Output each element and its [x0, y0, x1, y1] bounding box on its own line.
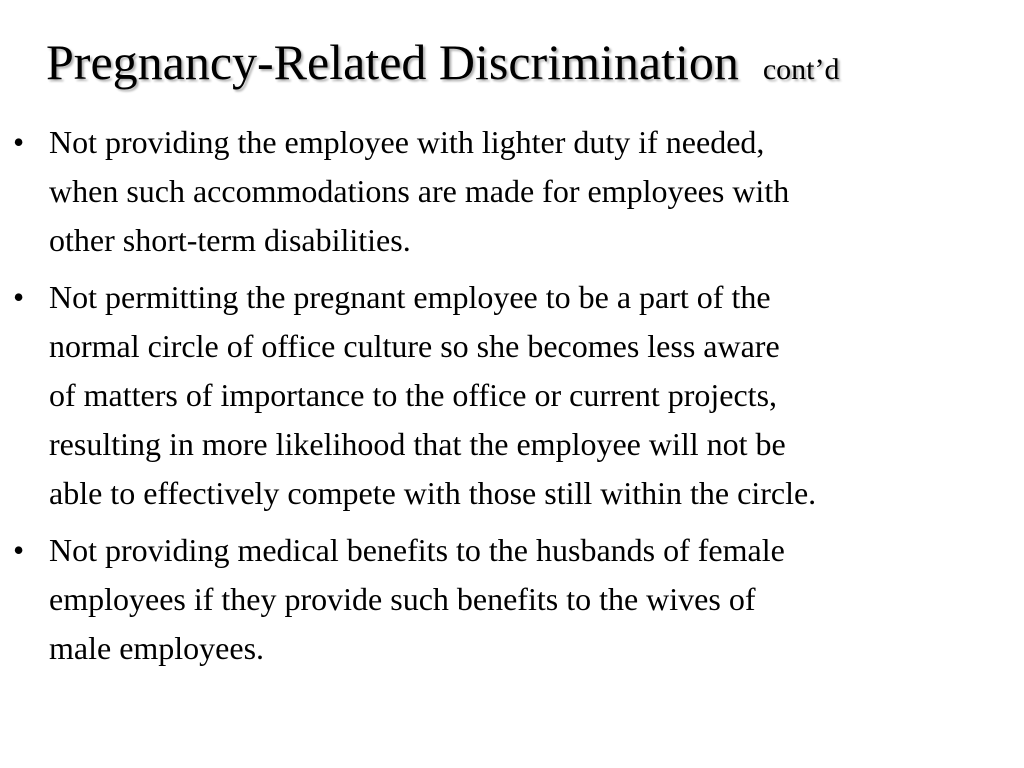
bullet-line: resulting in more likelihood that the employee will not be [49, 426, 786, 462]
bullet-marker: • [13, 279, 25, 315]
bullet-line: when such accommodations are made for employees with [49, 173, 790, 209]
bullet-line: employees if they provide such benefits to the wives of [49, 581, 756, 617]
bullet-line: able to effectively compete with those still within the circle. [49, 475, 817, 511]
bullet-line: male employees. [49, 630, 265, 666]
bullet-line: normal circle of office culture so she becomes less aware [49, 328, 780, 364]
bullet-line: of matters of importance to the office or current projects, [49, 377, 778, 413]
bullet-line: Not providing the employee with lighter duty if needed, [49, 124, 765, 160]
slide-title-text: Pregnancy-Related Discrimination [46, 34, 739, 90]
bullet-marker: • [13, 124, 25, 160]
bullet-item [0, 118, 1024, 265]
bullet-line: Not permitting the pregnant employee to be a part of the [49, 279, 771, 315]
bullet-list [0, 118, 1024, 681]
bullet-line: Not providing medical benefits to the husbands of female [49, 532, 785, 568]
slide-title [46, 30, 840, 102]
bullet-line: other short-term disabilities. [49, 222, 411, 258]
bullet-marker: • [13, 532, 25, 568]
slide-title-suffix: cont’d [762, 53, 840, 86]
bullet-item [0, 526, 1024, 673]
bullet-item [0, 273, 1024, 518]
